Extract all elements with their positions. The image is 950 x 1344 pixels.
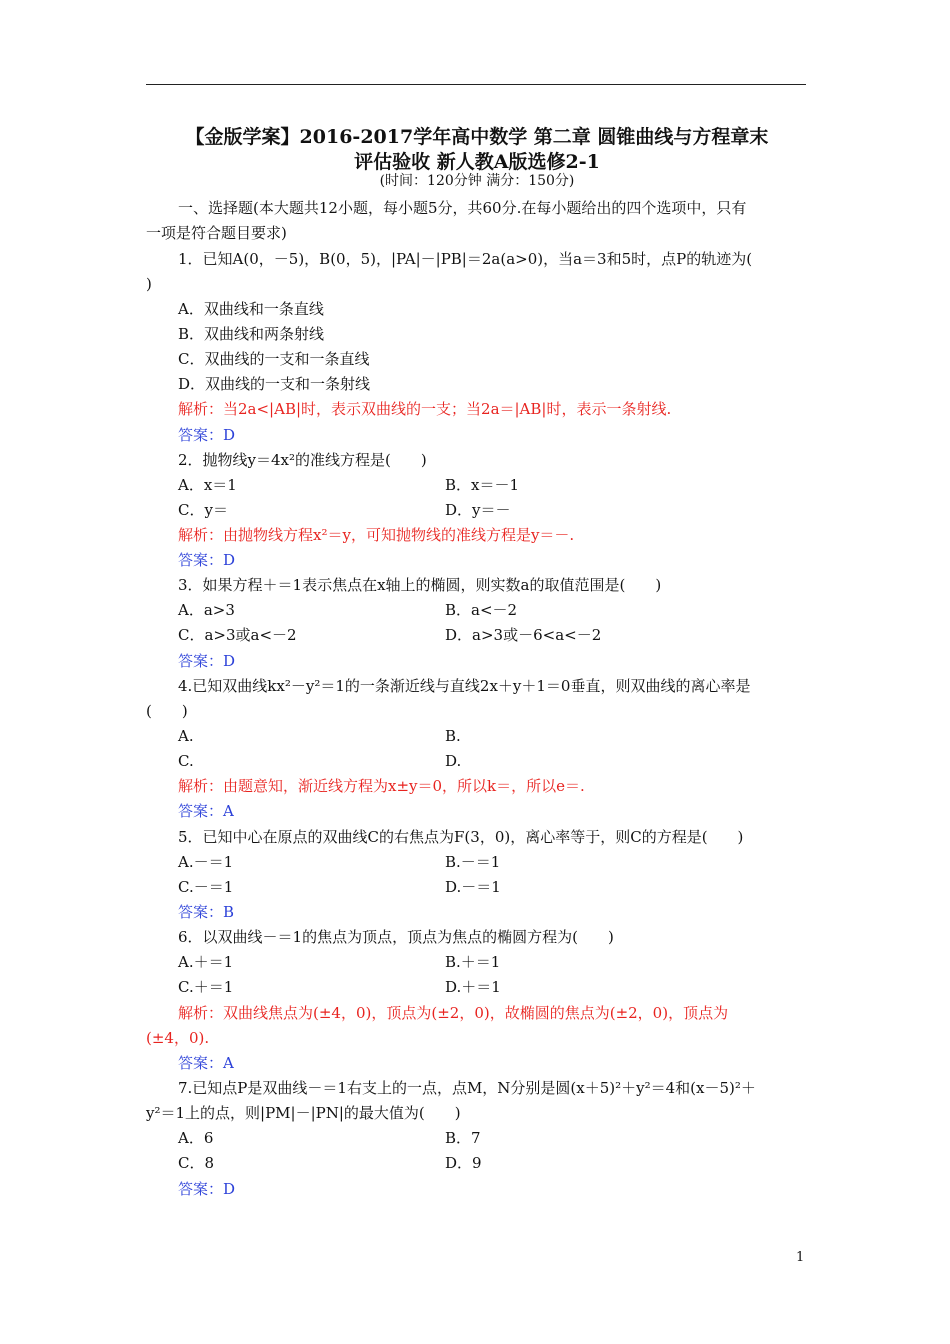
question-4-option-b: B. <box>445 727 461 745</box>
question-1-analysis: 解析：当2a<|AB|时，表示双曲线的一支；当2a＝|AB|时，表示一条射线. <box>178 400 672 418</box>
question-4-answer: 答案：A <box>178 802 234 820</box>
question-4-stem: 4.已知双曲线kx²－y²＝1的一条渐近线与直线2x＋y＋1＝0垂直，则双曲线的离心率是 <box>178 677 751 695</box>
question-6-option-b: B.＋＝1 <box>445 953 501 971</box>
question-5-answer: 答案：B <box>178 903 235 921</box>
question-4-analysis: 解析：由题意知，渐近线方程为x±y＝0，所以k＝，所以e＝. <box>178 777 585 795</box>
question-1-option-a: A．双曲线和一条直线 <box>178 300 324 318</box>
section-instructions: 一、选择题(本大题共12小题，每小题5分，共60分.在每小题给出的四个选项中，只有 <box>178 199 747 217</box>
question-2-answer: 答案：D <box>178 551 236 569</box>
question-7-stem-cont: y²＝1上的点，则|PM|－|PN|的最大值为( ) <box>146 1104 461 1122</box>
question-5-option-c: C.－＝1 <box>178 878 234 896</box>
question-3-answer: 答案：D <box>178 652 236 670</box>
question-7-option-d: D．9 <box>445 1154 482 1172</box>
question-2-stem: 2．抛物线y＝4x²的准线方程是( ) <box>178 451 427 469</box>
question-5-option-b: B.－＝1 <box>445 853 501 871</box>
page-number: 1 <box>796 1250 805 1265</box>
question-3-option-b: B．a<－2 <box>445 601 518 619</box>
question-7-stem: 7.已知点P是双曲线－＝1右支上的一点，点M，N分别是圆(x＋5)²＋y²＝4和(x－5)²＋ <box>178 1079 756 1097</box>
question-1-stem-cont: ) <box>146 275 152 293</box>
question-3-option-a: A．a>3 <box>178 601 235 619</box>
question-5-option-a: A.－＝1 <box>178 853 234 871</box>
section-instructions-cont: 一项是符合题目要求) <box>146 224 287 242</box>
question-4-option-a: A. <box>178 727 194 745</box>
question-6-option-d: D.＋＝1 <box>445 978 501 996</box>
exam-time-score: (时间：120分钟 满分：150分) <box>379 173 575 189</box>
question-7-option-b: B．7 <box>445 1129 481 1147</box>
question-5-option-d: D.－＝1 <box>445 878 501 896</box>
question-2-option-b: B．x＝－1 <box>445 476 520 494</box>
question-7-answer: 答案：D <box>178 1180 236 1198</box>
question-6-answer: 答案：A <box>178 1054 234 1072</box>
document-title-line2: 评估验收 新人教A版选修2-1 <box>354 151 600 173</box>
question-3-option-c: C．a>3或a<－2 <box>178 626 297 644</box>
question-4-stem-cont: ( ) <box>146 702 188 720</box>
question-6-stem: 6．以双曲线－＝1的焦点为顶点，顶点为焦点的椭圆方程为( ) <box>178 928 614 946</box>
question-3-option-d: D．a>3或－6<a<－2 <box>445 626 602 644</box>
question-6-analysis: 解析：双曲线焦点为(±4，0)，顶点为(±2，0)，故椭圆的焦点为(±2，0)，顶点为 <box>178 1004 729 1022</box>
question-5-stem: 5．已知中心在原点的双曲线C的右焦点为F(3，0)，离心率等于，则C的方程是( ) <box>178 828 744 846</box>
question-1-option-b: B．双曲线和两条射线 <box>178 325 325 343</box>
question-2-option-a: A．x＝1 <box>178 476 237 494</box>
question-3-stem: 3．如果方程＋＝1表示焦点在x轴上的椭圆，则实数a的取值范围是( ) <box>178 576 662 594</box>
question-4-option-d: D. <box>445 752 462 770</box>
header-rule <box>146 84 806 85</box>
question-6-option-a: A.＋＝1 <box>178 953 234 971</box>
question-7-option-c: C．8 <box>178 1154 215 1172</box>
question-2-option-d: D．y＝－ <box>445 501 511 519</box>
document-title: 【金版学案】2016-2017学年高中数学 第二章 圆锥曲线与方程章末 <box>185 126 769 148</box>
question-2-option-c: C．y＝ <box>178 501 228 519</box>
question-6-analysis-cont: (±4，0). <box>146 1029 210 1047</box>
question-4-option-c: C. <box>178 752 194 770</box>
question-6-option-c: C.＋＝1 <box>178 978 234 996</box>
question-1-option-c: C．双曲线的一支和一条直线 <box>178 350 370 368</box>
question-1-answer: 答案：D <box>178 426 236 444</box>
question-2-analysis: 解析：由抛物线方程x²＝y，可知抛物线的准线方程是y＝－. <box>178 526 575 544</box>
question-1-stem: 1．已知A(0，－5)，B(0，5)，|PA|－|PB|＝2a(a>0)，当a＝3和5时，点P的轨迹为( <box>178 250 753 268</box>
question-1-option-d: D．双曲线的一支和一条射线 <box>178 375 371 393</box>
question-7-option-a: A．6 <box>178 1129 214 1147</box>
